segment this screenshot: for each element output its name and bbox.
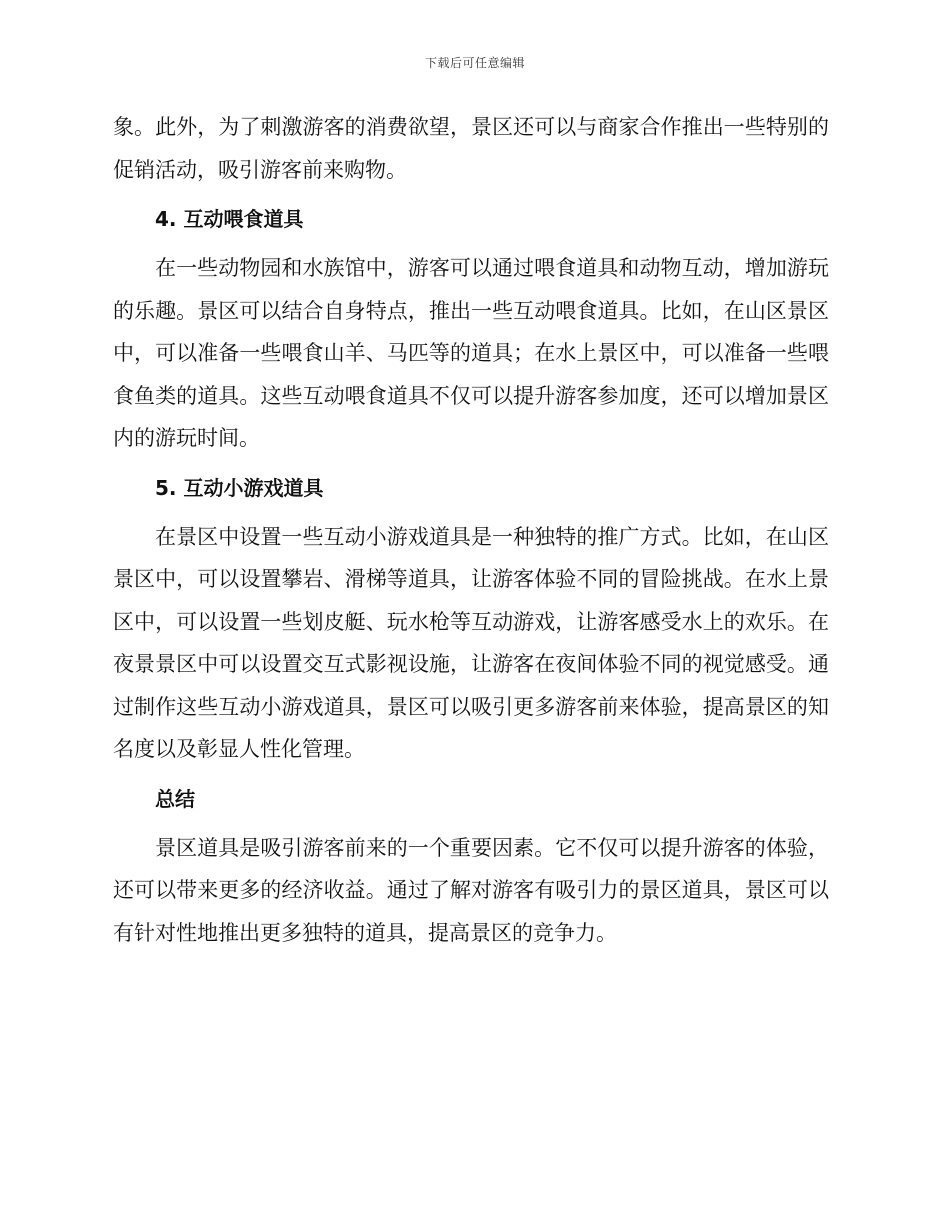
section-paragraph-mini-game-props: 在景区中设置一些互动小游戏道具是一种独特的推广方式。比如，在山区景区中，可以设置攀岩、滑梯等道具，让游客体验不同的冒险挑战。在水上景区中，可以设置一些划皮艇、玩水枪等互动游戏，让游客感受水上的欢乐。在夜景景区中可以设置交互式影视设施，让游客在夜间体验不同的视觉感受。通过制作这些互动小游戏道具，景区可以吸引更多游客前来体验，提高景区的知名度以及彰显人性化管理。 — [113, 524, 829, 761]
section-paragraph-summary: 景区道具是吸引游客前来的一个重要因素。它不仅可以提升游客的体验，还可以带来更多的经济收益。通过了解对游客有吸引力的景区道具，景区可以有针对性地推出更多独特的道具，提高景区的竞争力。 — [113, 835, 829, 945]
section-heading-mini-game-props: 5. 互动小游戏道具 — [155, 475, 324, 500]
header-note: 下载后可任意编辑 — [424, 56, 525, 70]
section-paragraph-feeding-props: 在一些动物园和水族馆中，游客可以通过喂食道具和动物互动，增加游玩的乐趣。景区可以结合自身特点，推出一些互动喂食道具。比如，在山区景区中，可以准备一些喂食山羊、马匹等的道具；在水上景区中，可以准备一些喂食鱼类的道具。这些互动喂食道具不仅可以提升游客参加度，还可以增加景区内的游玩时间。 — [113, 256, 829, 450]
section-heading-feeding-props: 4. 互动喂食道具 — [155, 207, 304, 231]
continuation-paragraph: 象。此外，为了刺激游客的消费欲望，景区还可以与商家合作推出一些特别的促销活动，吸引游客前来购物。 — [113, 115, 829, 182]
document-body — [113, 106, 829, 954]
section-heading-summary: 总结 — [155, 786, 195, 811]
